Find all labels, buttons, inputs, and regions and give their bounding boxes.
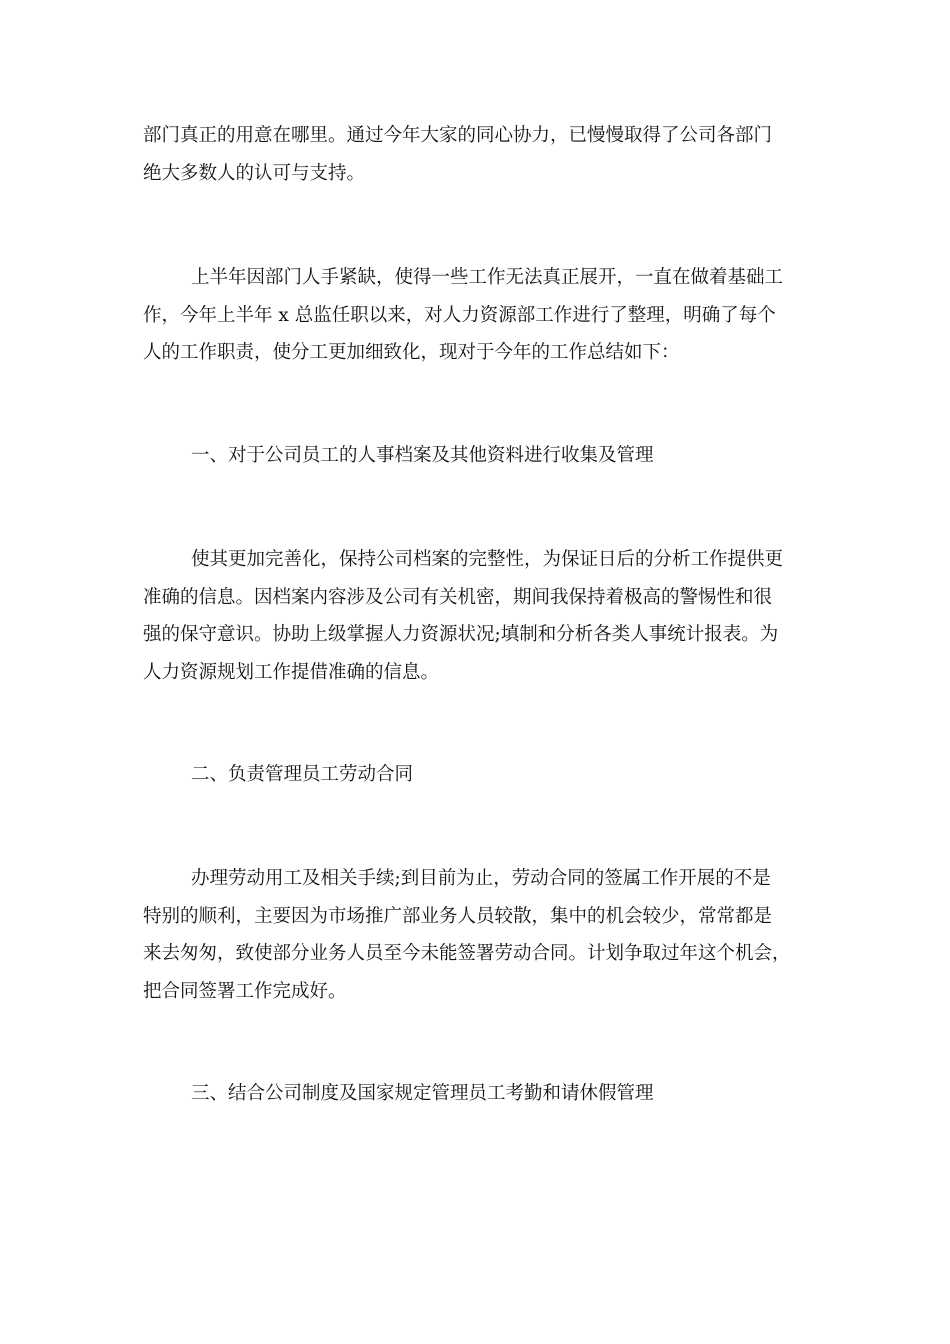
heading-text: 三、结合公司制度及国家规定管理员工考勤和请休假管理 xyxy=(191,1083,654,1104)
paragraph-intro xyxy=(143,259,807,372)
text-line: 人力资源规划工作提借准确的信息。 xyxy=(143,661,440,683)
text-line: 绝大多数人的认可与支持。 xyxy=(143,162,366,184)
text-line: 办理劳动用工及相关手续;到目前为止，劳动合同的签属工作开展的不是 xyxy=(191,868,771,889)
text-line: 强的保守意识。协助上级掌握人力资源状况;填制和分析各类人事统计报表。为 xyxy=(143,624,779,645)
text-line: 特别的顺利，主要因为市场推广部业务人员较散，集中的机会较少，常常都是 xyxy=(143,905,773,927)
heading-text: 二、负责管理员工劳动合同 xyxy=(191,764,414,785)
section-heading-2 xyxy=(143,756,807,794)
text-line: 准确的信息。因档案内容涉及公司有关机密，期间我保持着极高的警惕性和很 xyxy=(143,586,773,608)
text-line: 使其更加完善化，保持公司档案的完整性，为保证日后的分析工作提供更 xyxy=(191,549,784,570)
text-line: 来去匆匆，致使部分业务人员至今未能签署劳动合同。计划争取过年这个机会， xyxy=(143,943,791,964)
paragraph-continuation xyxy=(143,117,807,192)
text-line: 作，今年上半年 x 总监任职以来，对人力资源部工作进行了整理，明确了每个 xyxy=(143,304,776,326)
section-heading-1 xyxy=(143,437,807,475)
heading-text: 一、对于公司员工的人事档案及其他资料进行收集及管理 xyxy=(191,445,654,466)
text-line: 人的工作职责，使分工更加细致化，现对于今年的工作总结如下： xyxy=(143,342,680,363)
paragraph-section-2-body xyxy=(143,860,807,1010)
text-line: 上半年因部门人手紧缺，使得一些工作无法真正展开，一直在做着基础工 xyxy=(191,267,784,288)
text-line: 部门真正的用意在哪里。通过今年大家的同心协力，已慢慢取得了公司各部门 xyxy=(143,125,773,146)
paragraph-section-1-body xyxy=(143,541,807,691)
text-line: 把合同签署工作完成好。 xyxy=(143,980,347,1002)
section-heading-3 xyxy=(143,1075,807,1113)
